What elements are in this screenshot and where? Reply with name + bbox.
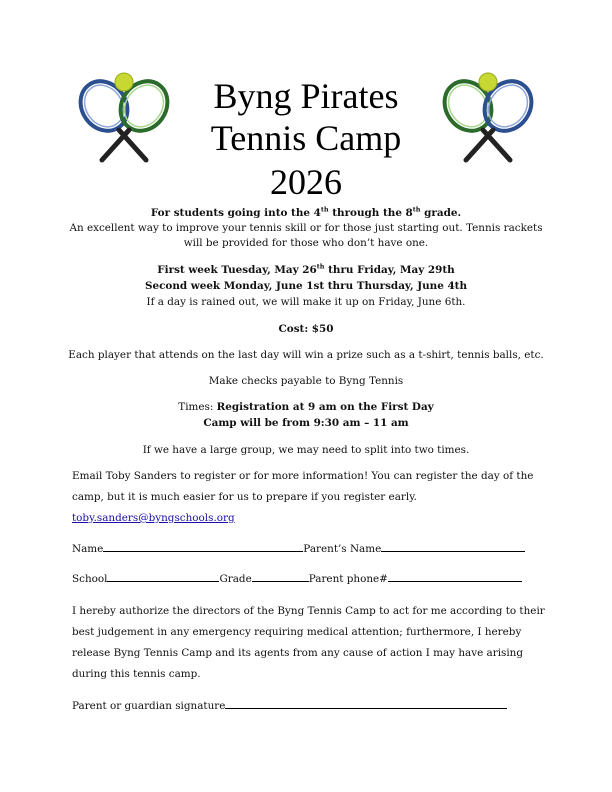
grade-field[interactable] — [252, 572, 309, 582]
checks-note: Make checks payable to Byng Tennis — [208, 375, 404, 387]
cost: Cost: $50 — [278, 323, 334, 335]
email-link[interactable]: toby.sanders@byngschools.org — [72, 512, 235, 524]
title-line-1: Byng Pirates — [213, 76, 399, 116]
prize-note: Each player that attends on the last day will win a prize such as a t-shirt, tennis balls, etc. — [68, 349, 544, 361]
authorization-line-4: during this tennis camp. — [72, 668, 201, 680]
second-week: Second week Monday, June 1st thru Thursday, June 4th — [144, 280, 468, 292]
parent-name-field[interactable] — [381, 542, 525, 552]
name-row: Name Parent’s Name — [72, 539, 525, 560]
intro-line-1: An excellent way to improve your tennis skill or for those just starting out. Tennis rackets — [69, 222, 543, 234]
authorization-line-2: best judgement in any emergency requiring medical attention; furthermore, I hereby — [72, 626, 522, 638]
authorization-line-1: I hereby authorize the directors of the Byng Tennis Camp to act for me according to their — [72, 605, 545, 617]
authorization-line-3: release Byng Tennis Camp and its agents from any cause of action I may have arising — [72, 647, 524, 659]
group-note: If we have a large group, we may need to split into two times. — [142, 444, 470, 456]
email-line-2: camp, but it is much easier for us to prepare if you register early. — [72, 491, 417, 503]
times-registration: Times: Registration at 9 am on the First Day — [178, 401, 434, 413]
title-year: 2026 — [270, 162, 342, 202]
parent-phone-field[interactable] — [388, 572, 522, 582]
rain-note: If a day is rained out, we will make it up on Friday, June 6th. — [146, 296, 466, 308]
name-field[interactable] — [103, 542, 303, 552]
school-row: School Grade Parent phone# — [72, 569, 522, 590]
title-line-2: Tennis Camp — [210, 118, 402, 158]
school-field[interactable] — [107, 572, 219, 582]
grades-line: For students going into the 4th through the 8th grade. — [150, 205, 462, 219]
signature-row: Parent or guardian signature — [72, 696, 507, 717]
times-camp: Camp will be from 9:30 am – 11 am — [203, 417, 409, 429]
email-line-1: Email Toby Sanders to register or for more information! You can register the day of the — [72, 470, 534, 482]
signature-field[interactable] — [225, 699, 507, 709]
intro-line-2: will be provided for those who don’t have one. — [183, 237, 429, 249]
first-week: First week Tuesday, May 26th thru Friday, May 29th — [157, 262, 455, 276]
